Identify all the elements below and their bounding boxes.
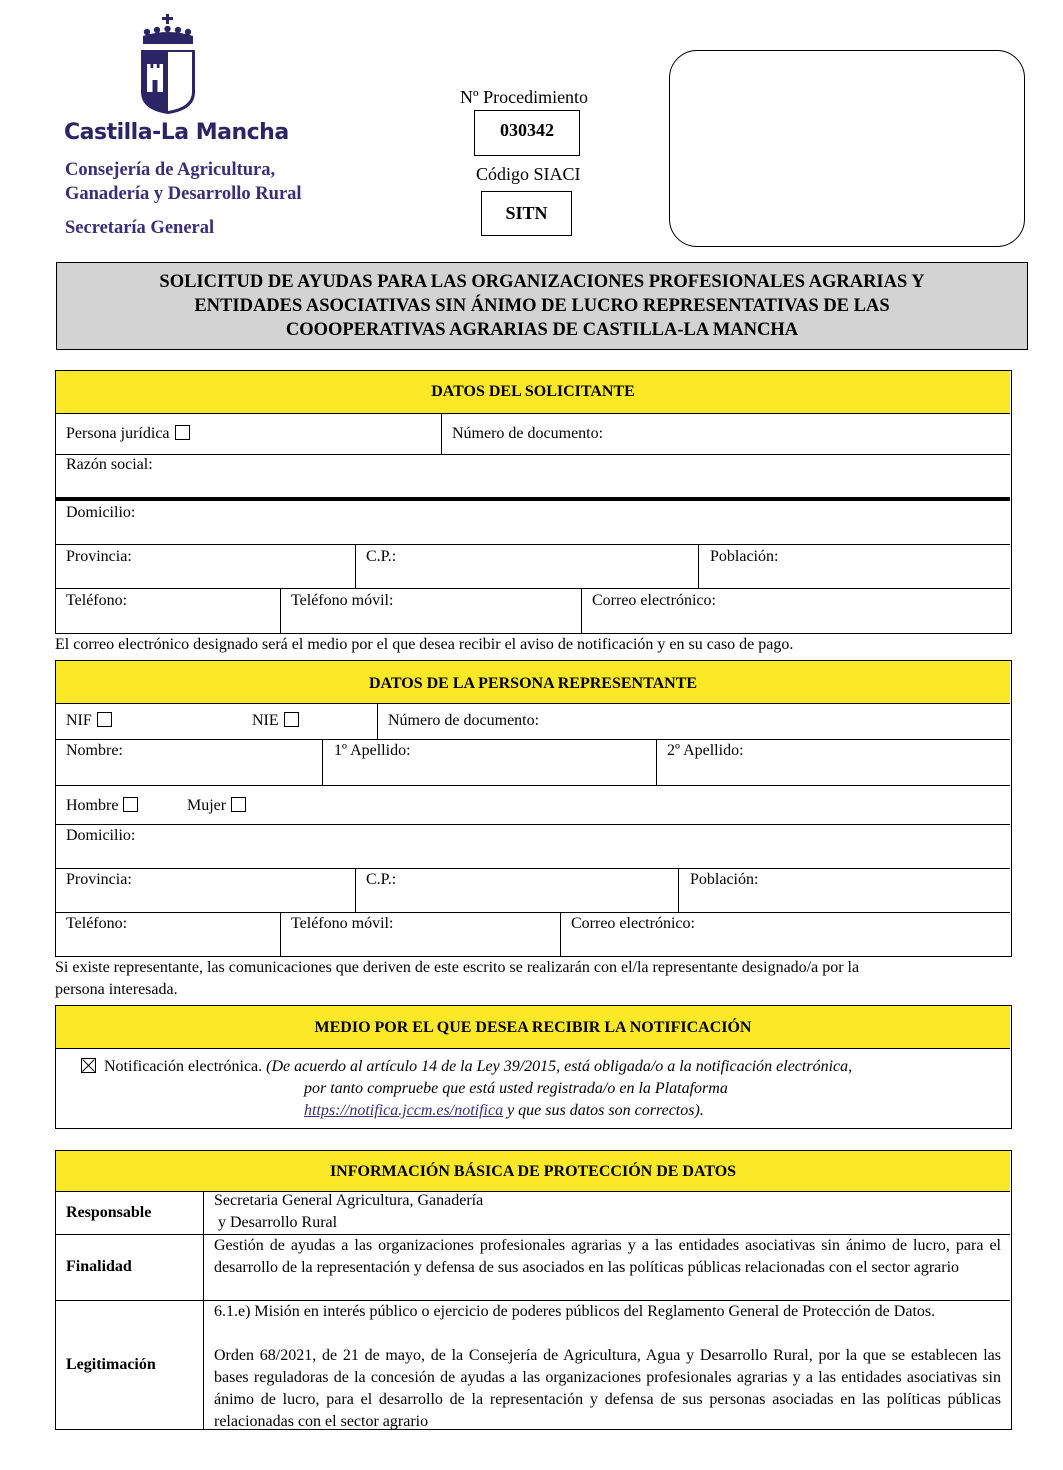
mujer-option[interactable]	[187, 797, 246, 815]
representative-note-line2: persona interesada.	[55, 981, 178, 998]
notification-legal-text-end: y que sus datos son correctos).	[507, 1102, 704, 1119]
procedimiento-label: Nº Procedimiento	[460, 87, 589, 107]
logo-text: Castilla-La Mancha	[64, 120, 289, 145]
notification-legal-text-line1: (De acuerdo al artículo 14 de la Ley 39/2015, está obligada/o a la notificación electrónica,	[266, 1058, 853, 1075]
rep-apellido2-field[interactable]: 2º Apellido:	[667, 742, 744, 759]
hombre-label: Hombre	[66, 797, 119, 814]
mujer-label: Mujer	[187, 797, 227, 814]
nie-checkbox[interactable]	[284, 712, 299, 727]
rep-cp-field[interactable]: C.P.:	[366, 871, 397, 888]
rep-telefono-field[interactable]: Teléfono:	[66, 915, 128, 932]
persona-juridica-checkbox[interactable]	[175, 425, 190, 440]
title-line2: ENTIDADES ASOCIATIVAS SIN ÁNIMO DE LUCRO REPRESENTATIVAS DE LAS	[194, 296, 890, 316]
nif-option[interactable]	[66, 712, 112, 730]
rep-nombre-field[interactable]: Nombre:	[66, 742, 123, 759]
data-protection-heading: INFORMACIÓN BÁSICA DE PROTECCIÓN DE DATOS	[56, 1151, 1010, 1192]
notifica-platform-link[interactable]: https://notifica.jccm.es/notifica	[304, 1102, 504, 1119]
notification-heading: MEDIO POR EL QUE DESEA RECIBIR LA NOTIFICACIÓN	[56, 1006, 1010, 1049]
razon-social-field[interactable]: Razón social:	[66, 456, 153, 473]
applicant-section	[55, 370, 1012, 634]
rep-domicilio-field[interactable]: Domicilio:	[66, 827, 136, 844]
rep-poblacion-field[interactable]: Población:	[690, 871, 759, 888]
applicant-correo-field[interactable]: Correo electrónico:	[592, 592, 716, 609]
nie-option[interactable]	[252, 712, 299, 730]
applicant-poblacion-field[interactable]: Población:	[710, 548, 779, 565]
siaci-label: Código SIACI	[476, 164, 581, 184]
applicant-telefono-movil-field[interactable]: Teléfono móvil:	[291, 592, 394, 609]
nie-label: NIE	[252, 712, 279, 729]
representative-note-line1: Si existe representante, las comunicaciones que deriven de este escrito se realizarán con el/la representante designado/a por la	[55, 959, 860, 976]
electronic-notification-checkbox-checked[interactable]	[81, 1058, 96, 1073]
notification-legal-text-line3	[304, 1102, 704, 1120]
org-department: Secretaría General	[65, 218, 215, 238]
castilla-la-mancha-emblem	[138, 14, 198, 116]
finalidad-value: Gestión de ayudas a las organizaciones profesionales agrarias y a las entidades asociativas sin ánimo de lucro, para el desarrollo de la representación y defensa de sus asociados en las políticas públicas relacionadas con el sector agrario	[214, 1237, 1001, 1276]
notification-legal-text-line2: por tanto compruebe que está usted registrada/o en la Plataforma	[304, 1080, 728, 1097]
nif-label: NIF	[66, 712, 92, 729]
legitimacion-value-rgpd: 6.1.e) Misión en interés público o ejercicio de poderes públicos del Reglamento General de Protección de Datos.	[214, 1303, 936, 1320]
responsable-value-line1: Secretaria General Agricultura, Ganadería	[214, 1192, 484, 1209]
data-protection-section	[55, 1150, 1012, 1430]
registry-stamp-box	[669, 50, 1025, 247]
legitimacion-label: Legitimación	[66, 1356, 156, 1373]
responsable-label: Responsable	[66, 1204, 152, 1221]
applicant-email-note: El correo electrónico designado será el medio por el que desea recibir el aviso de notificación y en su caso de pago.	[55, 636, 794, 653]
nif-checkbox[interactable]	[97, 712, 112, 727]
applicant-heading: DATOS DEL SOLICITANTE	[56, 371, 1010, 414]
hombre-checkbox[interactable]	[123, 797, 138, 812]
electronic-notification-option[interactable]	[81, 1058, 852, 1076]
applicant-domicilio-field[interactable]: Domicilio:	[66, 504, 136, 521]
persona-juridica-option[interactable]	[66, 425, 190, 443]
title-line1: SOLICITUD DE AYUDAS PARA LAS ORGANIZACIONES PROFESIONALES AGRARIAS Y	[159, 272, 925, 292]
form-title	[56, 262, 1028, 350]
electronic-notification-label: Notificación electrónica.	[104, 1058, 263, 1075]
procedimiento-number: 030342	[474, 110, 580, 156]
rep-provincia-field[interactable]: Provincia:	[66, 871, 132, 888]
org-name-line1: Consejería de Agricultura,	[65, 160, 276, 180]
title-line3: COOOPERATIVAS AGRARIAS DE CASTILLA-LA MANCHA	[285, 320, 799, 340]
finalidad-label: Finalidad	[66, 1258, 132, 1275]
applicant-provincia-field[interactable]: Provincia:	[66, 548, 132, 565]
rep-apellido1-field[interactable]: 1º Apellido:	[334, 742, 411, 759]
representative-section	[55, 660, 1012, 957]
notification-section	[55, 1005, 1012, 1129]
rep-telefono-movil-field[interactable]: Teléfono móvil:	[291, 915, 394, 932]
legitimacion-value-orden: Orden 68/2021, de 21 de mayo, de la Consejería de Agricultura, Agua y Desarrollo Rural, por la que se establecen las bases reguladoras de la concesión de ayudas a las organizaciones profesionales agrarias y a las entidades asociativas sin ánimo de lucro, para el desarrollo de la representación y defensa de sus personas asociadas en las políticas públicas relacionadas con el sector agrario	[214, 1347, 1001, 1430]
mujer-checkbox[interactable]	[231, 797, 246, 812]
applicant-document-number-field[interactable]: Número de documento:	[452, 425, 604, 442]
persona-juridica-label: Persona jurídica	[66, 425, 170, 442]
applicant-cp-field[interactable]: C.P.:	[366, 548, 397, 565]
siaci-code: SITN	[481, 191, 572, 236]
responsable-value-line2: y Desarrollo Rural	[214, 1214, 338, 1231]
rep-correo-field[interactable]: Correo electrónico:	[571, 915, 695, 932]
rep-document-number-field[interactable]: Número de documento:	[388, 712, 540, 729]
applicant-telefono-field[interactable]: Teléfono:	[66, 592, 128, 609]
hombre-option[interactable]	[66, 797, 138, 815]
representative-heading: DATOS DE LA PERSONA REPRESENTANTE	[56, 661, 1010, 704]
org-name-line2: Ganadería y Desarrollo Rural	[65, 184, 302, 204]
